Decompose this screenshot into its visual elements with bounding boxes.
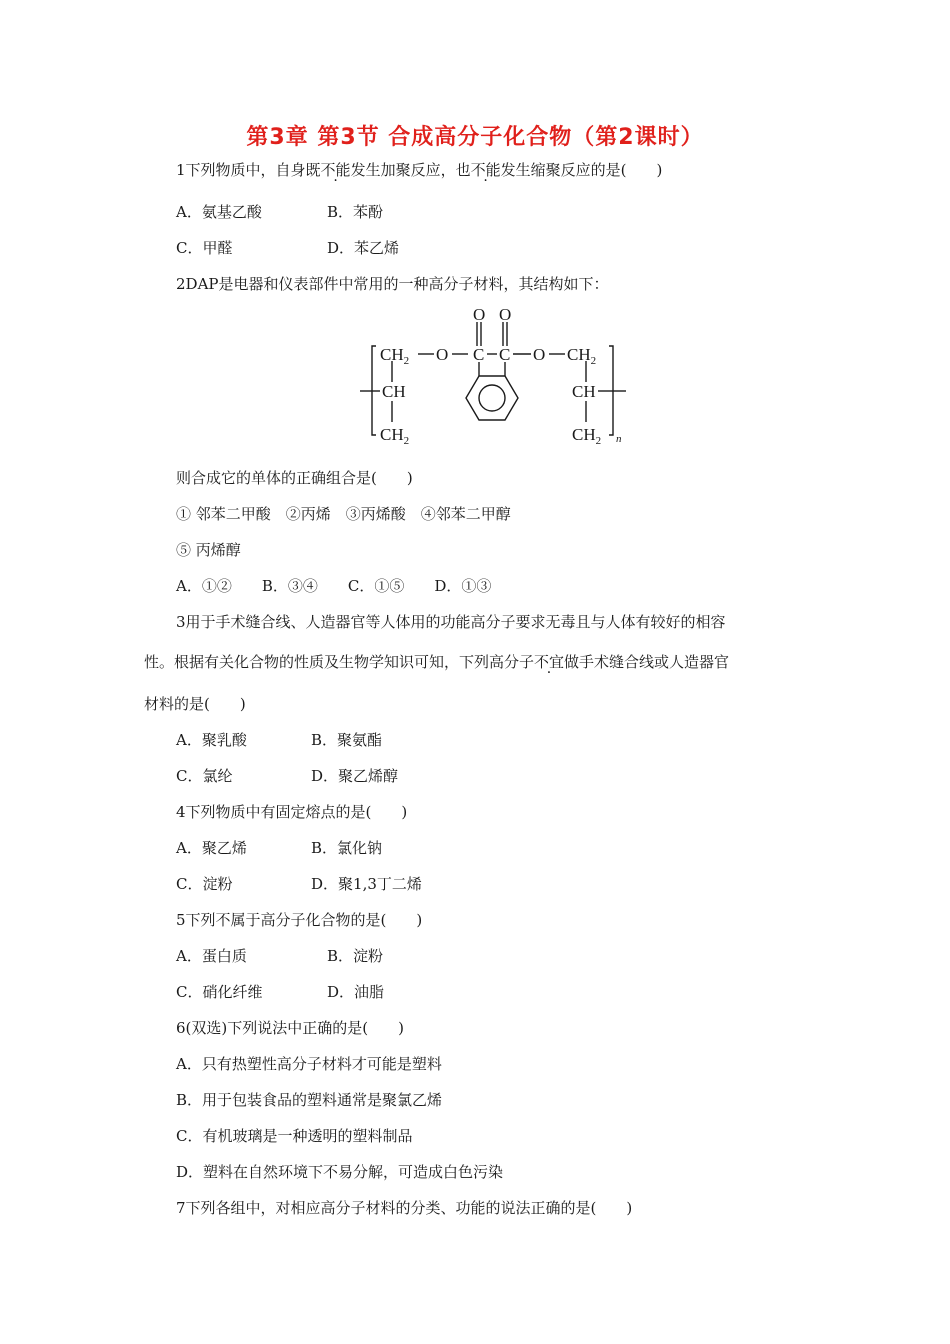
ester-oxygen-left: O [436, 345, 449, 364]
right-ch: CH [572, 382, 596, 401]
q3-line-2-a: 性。根据有关化合物的性质及生物学知识可知，下列高分子 [144, 653, 535, 671]
left-ch2-bottom: $CH_2$ [380, 425, 410, 447]
question-1-stem [176, 160, 662, 180]
q3-option-d: D．聚乙烯醇 [311, 767, 399, 785]
page-title: 第3章 第3节 合成高分子化合物（第2课时） [246, 125, 704, 150]
carbonyl-oxygen-left: O [473, 305, 486, 324]
q5-option-c: C．硝化纤维 [176, 983, 263, 1001]
q1-text-a: 1下列物质中，自身既 [176, 161, 321, 179]
q3-emphasis: 不宜 [534, 653, 565, 671]
q1-option-b: B．苯酚 [327, 203, 384, 221]
q2-monomers-line-1: ① 邻苯二甲酸 ②丙烯 ③丙烯酸 ④邻苯二甲醇 [176, 505, 511, 523]
q2-options: A．①② B．③④ C．①⑤ D．①③ [176, 577, 492, 595]
dap-structure-diagram [350, 302, 640, 450]
q4-stem: 4下列物质中有固定熔点的是( ) [176, 803, 408, 821]
q4-option-d: D．聚1,3丁二烯 [311, 875, 422, 893]
q1-option-a: A．氨基乙酸 [176, 203, 262, 221]
q3-option-a: A．聚乳酸 [176, 731, 247, 749]
carbonyl-oxygen-right: O [499, 305, 512, 324]
q4-option-b: B．氯化钠 [311, 839, 383, 857]
q2-ask: 则合成它的单体的正确组合是( ) [176, 469, 413, 487]
q3-option-c: C．氯纶 [176, 767, 233, 785]
q4-option-c: C．淀粉 [176, 875, 233, 893]
q6-option-b: B．用于包装食品的塑料通常是聚氯乙烯 [176, 1091, 443, 1109]
q6-option-a: A．只有热塑性高分子材料才可能是塑料 [176, 1055, 442, 1073]
ester-oxygen-right: O [533, 345, 546, 364]
carbonyl-carbon-left: C [473, 345, 485, 364]
q5-option-b: B．淀粉 [327, 947, 384, 965]
q3-line-1: 3用于手术缝合线、人造器官等人体用的功能高分子要求无毒且与人体有较好的相容 [176, 613, 726, 631]
q1-text-c: 发生加聚反应，也 [350, 161, 471, 179]
q1-option-d: D．苯乙烯 [327, 239, 400, 257]
left-ch: CH [382, 382, 406, 401]
left-ch2-top: $CH_2$ [380, 345, 410, 367]
q1-emphasis-1: 不能 [320, 161, 351, 179]
right-ch2-top: $CH_2$ [567, 345, 597, 367]
q5-option-a: A．蛋白质 [176, 947, 247, 965]
q4-option-a: A．聚乙烯 [176, 839, 247, 857]
q1-option-c: C．甲醛 [176, 239, 233, 257]
q3-line-2-c: 做手术缝合线或人造器官 [564, 653, 730, 671]
q3-line-3: 材料的是( ) [144, 695, 246, 713]
repeat-unit-n: n [616, 433, 622, 445]
q3-line-2 [144, 652, 729, 672]
q6-option-d: D．塑料在自然环境下不易分解，可造成白色污染 [176, 1163, 504, 1181]
q6-option-c: C．有机玻璃是一种透明的塑料制品 [176, 1127, 413, 1145]
q5-stem: 5下列不属于高分子化合物的是( ) [176, 911, 423, 929]
q1-text-e: 发生缩聚反应的是( ) [500, 161, 663, 179]
right-ch2-bottom: $CH_2$ [572, 425, 602, 447]
q6-stem: 6(双选)下列说法中正确的是( ) [176, 1019, 404, 1037]
carbonyl-carbon-right: C [499, 345, 511, 364]
q1-emphasis-2: 不能 [470, 161, 501, 179]
q3-option-b: B．聚氨酯 [311, 731, 383, 749]
q7-stem: 7下列各组中，对相应高分子材料的分类、功能的说法正确的是( ) [176, 1199, 633, 1217]
question-2-stem: 2DAP是电器和仪表部件中常用的一种高分子材料，其结构如下： [176, 275, 609, 293]
q2-monomers-line-2: ⑤ 丙烯醇 [176, 541, 241, 559]
q5-option-d: D．油脂 [327, 983, 385, 1001]
